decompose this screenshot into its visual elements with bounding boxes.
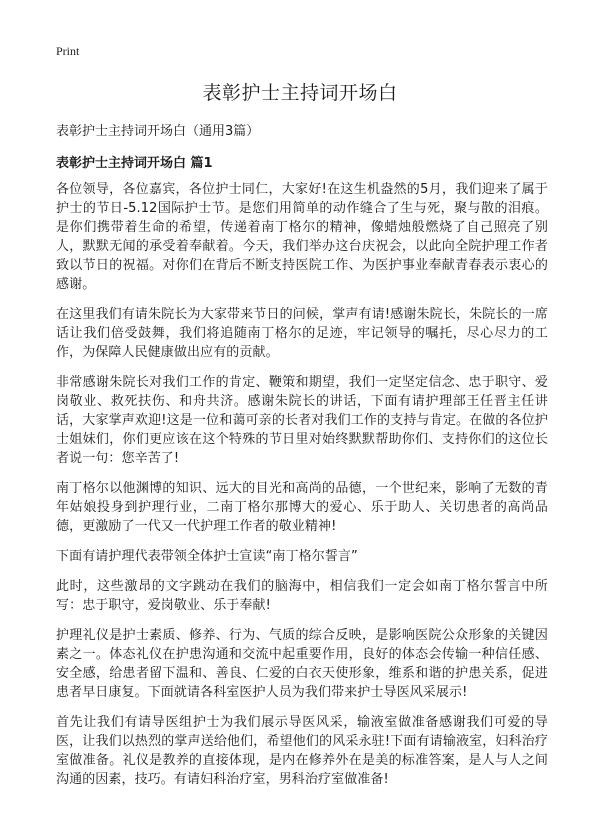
paragraph-5: 下面有请护理代表带领全体护士宣读“南丁格尔誓言” [56,549,358,564]
paragraph-8: 首先让我们有请导医组护士为我们展示导医风采，输液室做准备感谢我们可爱的导医，让我们以热烈的掌声送给他们，希望他们的风采永驻!下面有请输液室，妇科治疗室做准备。礼仪是教养的直接体现，是内在修养外在是美的标准答案，是人与人之间沟通的因素，技巧。有请妇科治疗室，男科治疗室做准备! [56,715,548,787]
article-body [56,180,548,800]
paragraph-6: 此时，这些激昂的文字跳动在我们的脑海中，相信我们一定会如南丁格尔誓言中所写：忠于职守，爱岗敬业、乐于奉献! [56,579,548,613]
paragraph-7: 护理礼仪是护士素质、修养、行为、气质的综合反映，是影响医院公众形象的关键因素之一。体态礼仪在护患沟通和交流中起重要作用，良好的体态会传输一种信任感、安全感，给患者留下温和、善良、仁爱的白衣天使形象，维系和谐的护患关系，促进患者早日康复。下面就请各科室医护人员为我们带来护士导医风采展示! [56,628,548,700]
paragraph-2: 在这里我们有请朱院长为大家带来节日的问候，掌声有请!感谢朱院长，朱院长的一席话让我们倍受鼓舞，我们将追随南丁格尔的足迹，牢记领导的嘱托，尽心尽力的工作，为保障人民健康做出应有的贡献。 [56,307,548,360]
paragraph-3: 非常感谢朱院长对我们工作的肯定、鞭策和期望，我们一定坚定信念、忠于职守、爱岗敬业、救死扶伤、和舟共济。感谢朱院长的讲话，下面有请护理部王任晋主任讲话，大家掌声欢迎!这是一位和蔼可亲的长者对我们工作的支持与肯定。在做的各位护士姐妹们，你们更应该在这个特殊的节日里对始终默默帮助你们、支持你们的这位长者说一句：您辛苦了! [56,375,548,466]
print-link[interactable]: Print [56,44,80,58]
paragraph-1: 各位领导，各位嘉宾，各位护士同仁，大家好!在这生机盎然的5月，我们迎来了属于护士的节日-5.12国际护士节。是您们用简单的动作缝合了生与死，聚与散的泪痕。是你们携带着生命的希望，传递着南丁格尔的精神，像蜡烛般燃烧了自己照亮了别人，默默无闻的承受着奉献着。今天，我们举办这台庆祝会，以此向全院护理工作者致以节日的祝福。对你们在背后不断支持医院工作、为医护事业奉献青春表示衷心的感谢。 [56,182,548,292]
paragraph-4: 南丁格尔以他渊博的知识、远大的目光和高尚的品德，一个世纪来，影响了无数的青年姑娘投身到护理行业，二南丁格尔那博大的爱心、乐于助人、关切患者的高尚品德，更激励了一代又一代护理工作者的敬业精神! [56,481,548,534]
page-title: 表彰护士主持词开场白 [202,82,398,104]
document-subtitle: 表彰护士主持词开场白（通用3篇） [56,124,260,139]
section-heading: 表彰护士主持词开场白 篇1 [56,156,213,171]
